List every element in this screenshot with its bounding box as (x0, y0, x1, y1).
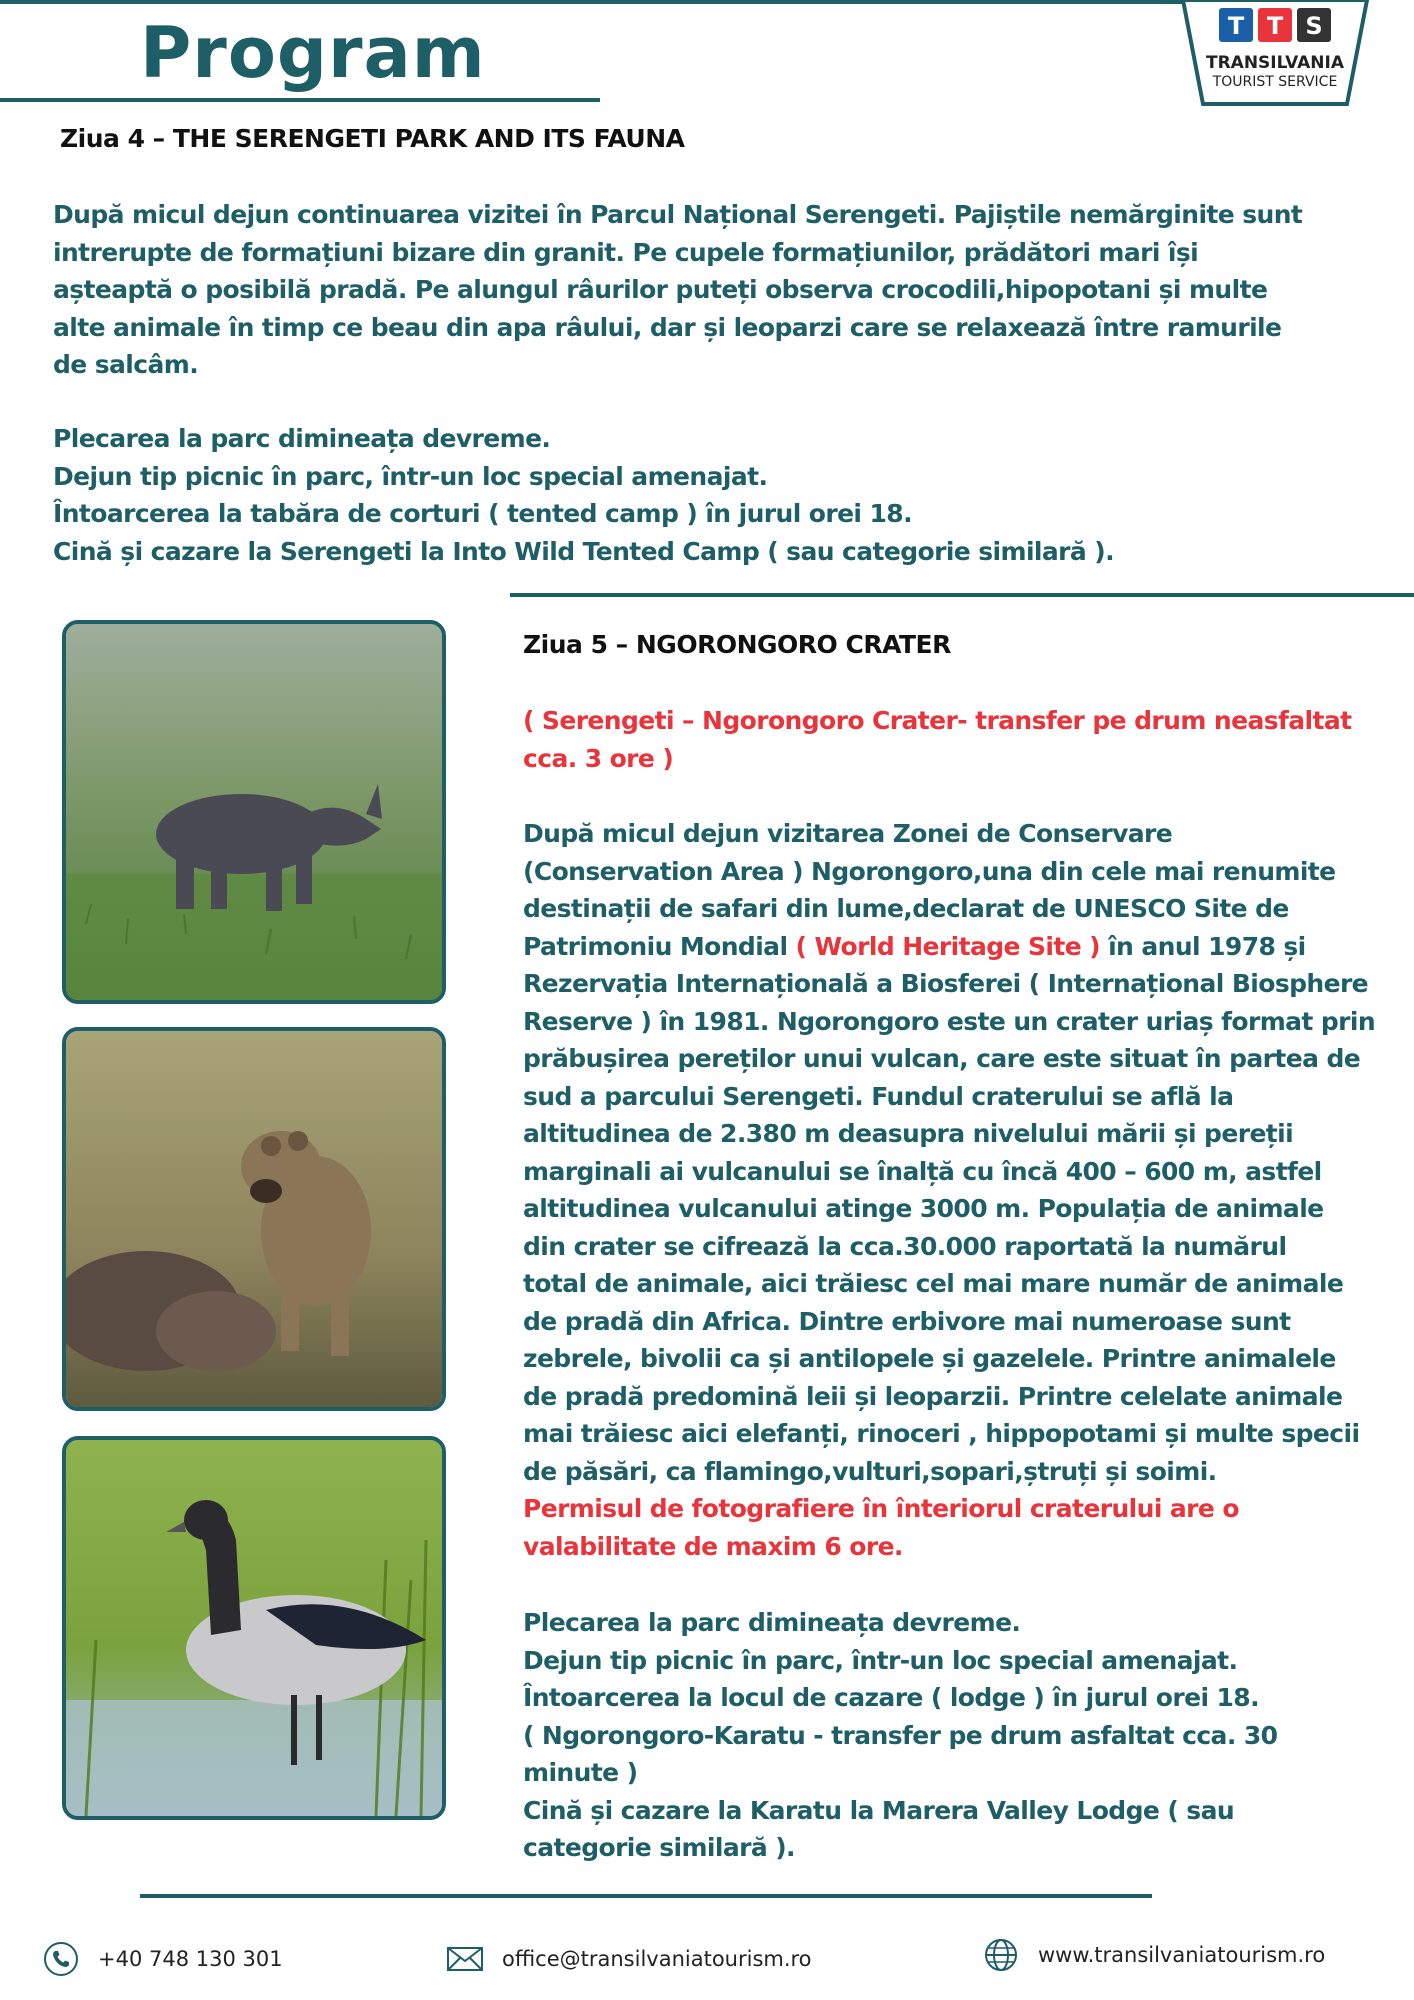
day4-desc-line: După micul dejun continuarea vizitei în Parcul Național Serengeti. Pajiștile nemărginite sunt (53, 200, 1303, 229)
day5-desc-line: Rezervația Internațională a Biosferei ( Internațional Biosphere (523, 969, 1369, 998)
day5-desc-line: După micul dejun vizitarea Zonei de Conservare (523, 819, 1173, 848)
footer-divider (140, 1894, 1152, 1898)
logo-line-2: TOURIST SERVICE (1212, 74, 1338, 90)
day5-desc-line: mai trăiesc aici elefanți, rinoceri , hippopotami și multe specii (523, 1419, 1360, 1448)
day5-transfer-line: ( Serengeti – Ngorongoro Crater- transfer pe drum neasfaltat (523, 706, 1352, 735)
section-divider (510, 593, 1414, 597)
tts-logo (1175, 0, 1375, 110)
day4-schedule-line: Întoarcerea la tabăra de corturi ( tented camp ) în jurul orei 18. (53, 499, 912, 528)
day4-desc-line: intrerupte de formațiuni bizare din granit. Pe cupele formațiunilor, prădători mari își (53, 237, 1199, 267)
day5-schedule-line: Dejun tip picnic în parc, într-un loc special amenajat. (523, 1645, 1238, 1675)
day5-transfer (523, 702, 1403, 777)
day5-desc-line-heritage (523, 928, 1403, 966)
day5-desc-line: de păsări, ca flamingo,vulturi,sopari,ștruți și soimi. (523, 1456, 1217, 1486)
mail-icon (446, 1940, 484, 1978)
day5-schedule (523, 1604, 1403, 1867)
day4-desc-line: așteaptă o posibilă pradă. Pe alungul râurilor puteți observa crocodili,hipopotani și multe (53, 275, 1268, 304)
website-text: www.transilvaniatourism.ro (1038, 1943, 1326, 1967)
day4-schedule-line: Cină și cazare la Serengeti la Into Wild Tented Camp ( sau categorie similară ). (53, 536, 1114, 566)
day5-description (523, 815, 1403, 1565)
title-underline (0, 98, 600, 102)
day5-permit-line: valabilitate de maxim 6 ore. (523, 1531, 903, 1561)
footer-email[interactable] (446, 1940, 812, 1978)
day5-desc-line: marginali ai vulcanului se înalță cu încă 400 – 600 m, astfel (523, 1156, 1322, 1186)
heritage-before: Patrimoniu Mondial (523, 931, 796, 961)
top-border (0, 0, 1190, 4)
day5-desc-line: de pradă din Africa. Dintre erbivore mai numeroase sunt (523, 1306, 1291, 1336)
footer-website[interactable] (982, 1936, 1325, 1974)
day5-desc-line: altitudinea vulcanului atinge 3000 m. Populația de animale (523, 1194, 1324, 1223)
day5-desc-line: total de animale, aici trăiesc cel mai mare număr de animale (523, 1269, 1344, 1298)
heritage-after: în anul 1978 și (1099, 931, 1306, 961)
phone-icon (42, 1940, 80, 1978)
logo-letter-3: S (1305, 12, 1323, 40)
day5-schedule-line: ( Ngorongoro-Karatu - transfer pe drum asfaltat cca. 30 (523, 1720, 1278, 1750)
photo-rhino (62, 620, 446, 1004)
day4-heading: Ziua 4 – THE SERENGETI PARK AND ITS FAUNA (60, 124, 685, 153)
day5-desc-line: de pradă predomină leii și leoparzii. Printre celelate animale (523, 1381, 1343, 1411)
day5-desc-line: prăbușirea pereților unui vulcan, care este situat în partea de (523, 1044, 1361, 1073)
day5-heading: Ziua 5 – NGORONGORO CRATER (523, 630, 951, 659)
day4-schedule (53, 420, 1353, 570)
day4-schedule-line: Plecarea la parc dimineața devreme. (53, 424, 551, 453)
globe-icon (982, 1936, 1020, 1974)
day4-description (53, 196, 1353, 384)
heritage-highlight: ( World Heritage Site ) (795, 931, 1100, 961)
day5-desc-line: din crater se cifrează la cca.30.000 raportată la numărul (523, 1231, 1287, 1261)
day5-schedule-line: Întoarcerea la locul de cazare ( lodge ) în jurul orei 18. (523, 1683, 1260, 1712)
logo-letter-2: T (1266, 12, 1284, 40)
footer-phone[interactable] (42, 1940, 283, 1978)
day5-desc-line: Reserve ) în 1981. Ngorongoro este un crater uriaș format prin (523, 1006, 1376, 1036)
logo-letter-1: T (1227, 12, 1245, 40)
day5-schedule-line: Cină și cazare la Karatu la Marera Valley Lodge ( sau (523, 1795, 1235, 1825)
day4-desc-line: alte animale în timp ce beau din apa râului, dar și leoparzi care se relaxează între ramurile (53, 312, 1282, 342)
day5-desc-line: destinații de safari din lume,declarat de UNESCO Site de (523, 894, 1289, 923)
email-text: office@transilvaniatourism.ro (502, 1947, 812, 1971)
page-title: Program (140, 12, 486, 94)
day4-desc-line: de salcâm. (53, 350, 199, 379)
photo-hyena (62, 1027, 446, 1411)
phone-text: +40 748 130 301 (98, 1947, 283, 1971)
day5-transfer-line: cca. 3 ore ) (523, 743, 674, 773)
day5-desc-line: zebrele, bivolii ca și antilopele și gazelele. Printre animalele (523, 1344, 1336, 1373)
logo-line-1: TRANSILVANIA (1205, 53, 1345, 73)
day5-desc-line: sud a parcului Serengeti. Fundul craterului se află la (523, 1081, 1234, 1111)
photo-bird (62, 1436, 446, 1820)
day5-desc-line: altitudinea de 2.380 m deasupra nivelului mării și pereții (523, 1119, 1294, 1148)
day5-desc-line: (Conservation Area ) Ngorongoro,una din cele mai renumite (523, 856, 1336, 886)
day5-schedule-line: minute ) (523, 1758, 638, 1787)
day4-schedule-line: Dejun tip picnic în parc, într-un loc special amenajat. (53, 461, 768, 491)
day5-schedule-line: categorie similară ). (523, 1833, 795, 1862)
day5-schedule-line: Plecarea la parc dimineața devreme. (523, 1608, 1021, 1637)
day5-permit-line: Permisul de fotografiere în înteriorul craterului are o (523, 1494, 1239, 1523)
